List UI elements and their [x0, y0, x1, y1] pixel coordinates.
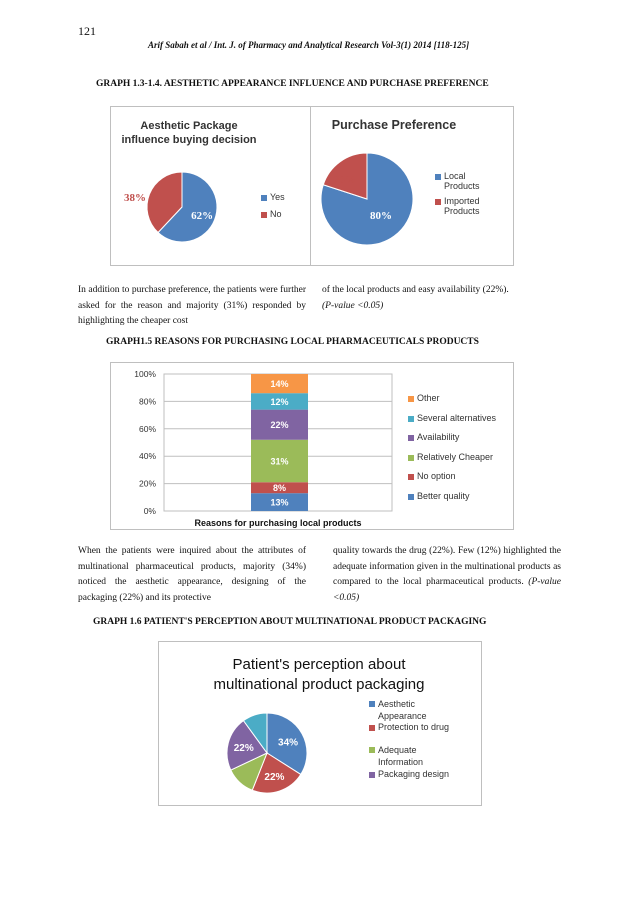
- pie1-title-line2: influence buying decision: [121, 134, 257, 146]
- pie1-legend: [261, 192, 285, 219]
- pie-data-label: 22%: [233, 743, 254, 755]
- pie3-legend-aesthetic: [369, 698, 479, 722]
- bar-xlabel: Reasons for purchasing local products: [194, 518, 362, 528]
- legend-label: [444, 171, 480, 191]
- legend-swatch: [435, 174, 441, 180]
- bar-legend-item: [408, 471, 496, 491]
- legend-label: [444, 196, 480, 216]
- legend-line: Information: [378, 757, 424, 767]
- legend-swatch: [408, 416, 414, 422]
- bar-data-label: 13%: [270, 497, 289, 508]
- legend-label: Relatively Cheaper: [417, 451, 494, 462]
- pie-chart-perception: [158, 641, 482, 806]
- legend-label: Availability: [417, 432, 460, 442]
- legend-label: No: [270, 209, 282, 219]
- y-tick-label: 20%: [138, 478, 156, 489]
- legend-label: [378, 698, 427, 722]
- pie3-title-line1: Patient's perception about: [232, 656, 406, 673]
- bar-y-tick-labels: [134, 369, 156, 516]
- pie-data-label: 20%: [334, 174, 356, 186]
- bar-legend-item: [408, 452, 496, 472]
- legend-swatch: [369, 701, 375, 707]
- pie2-legend: [435, 171, 511, 216]
- graph1-caption: GRAPH 1.3-1.4. AESTHETIC APPEARANCE INFLUENCE AND PURCHASE PREFERENCE: [96, 79, 489, 89]
- pie3-legend-protection: [369, 722, 479, 744]
- legend-label: Packaging design: [378, 769, 450, 779]
- legend-label: Other: [417, 393, 440, 403]
- legend-swatch: [408, 396, 414, 402]
- pie2-legend-imported: [435, 196, 511, 216]
- legend-label: Protection to drug: [378, 722, 450, 732]
- bar-data-label: 8%: [272, 483, 287, 494]
- legend-swatch: [261, 195, 267, 201]
- bar-legend: [408, 393, 496, 510]
- pie-chart-purchase-preference: [310, 106, 514, 266]
- bar-data-label: 22%: [270, 420, 289, 431]
- pie1-slices: [147, 172, 217, 242]
- legend-label: Several alternatives: [417, 412, 497, 423]
- pie2-legend-local: [435, 171, 511, 191]
- page-number: 121: [78, 24, 96, 38]
- y-tick-label: 40%: [138, 451, 156, 462]
- pie-chart-aesthetic: [110, 106, 312, 266]
- legend-label: No option: [417, 471, 456, 481]
- legend-line: Adequate: [378, 745, 417, 755]
- bar-data-label: 12%: [270, 396, 289, 407]
- pie3-title-line2: multinational product packaging: [213, 676, 425, 693]
- pie1-title-line1: Aesthetic Package: [140, 120, 238, 132]
- legend-line: Products: [444, 206, 480, 216]
- bar-data-label: 31%: [270, 456, 289, 467]
- bar-legend-item: [408, 491, 496, 511]
- legend-line: Aesthetic: [378, 699, 416, 709]
- legend-label: [378, 744, 423, 768]
- pie-data-label: 22%: [264, 771, 285, 783]
- text-block2-pvalue: (P-value <0.05): [333, 577, 561, 603]
- legend-line: Products: [444, 181, 480, 191]
- text-block1-left: In addition to purchase preference, the patients were further asked for the reason and majority (31%) responded by highlighting the cheaper cost: [78, 285, 306, 326]
- legend-swatch: [261, 212, 267, 218]
- bar-legend-item: [408, 413, 496, 433]
- text-block1-right-body: of the local products and easy availability (22%).: [322, 285, 509, 295]
- pie1-legend-no: [261, 209, 285, 219]
- bar-legend-item: [408, 393, 496, 413]
- y-tick-label: 60%: [138, 423, 156, 434]
- bar-legend-item: [408, 432, 496, 452]
- pie2-slices: [321, 153, 413, 245]
- text-block1-pvalue: (P-value <0.05): [322, 300, 384, 311]
- pie1-legend-yes: [261, 192, 285, 202]
- running-head: Arif Sabah et al / Int. J. of Pharmacy and Analytical Research Vol-3(1) 2014 [118-125]: [148, 40, 470, 50]
- pie3-legend-design: [369, 769, 479, 779]
- graph3-caption: GRAPH 1.6 PATIENT'S PERCEPTION ABOUT MULTINATIONAL PRODUCT PACKAGING: [93, 617, 487, 627]
- text-block1-right: [322, 283, 560, 314]
- pie2-title: Purchase Preference: [331, 118, 457, 132]
- legend-label: Better quality: [417, 490, 470, 501]
- legend-swatch: [369, 747, 375, 753]
- legend-line: Appearance: [378, 711, 427, 721]
- text-block2-left: When the patients were inquired about the attributes of multinational pharmaceutical products, majority (34%) noticed the aesthetic appearance, designing of the packaging (22%) and its protective: [78, 546, 306, 603]
- pie-data-label: 80%: [370, 210, 392, 222]
- legend-swatch: [408, 474, 414, 480]
- y-tick-label: 80%: [138, 396, 156, 407]
- legend-line: Imported: [444, 196, 480, 206]
- legend-swatch: [369, 772, 375, 778]
- legend-swatch: [408, 455, 414, 461]
- graph2-caption: GRAPH1.5 REASONS FOR PURCHASING LOCAL PHARMACEUTICALS PRODUCTS: [106, 337, 479, 347]
- legend-swatch: [435, 199, 441, 205]
- legend-swatch: [408, 435, 414, 441]
- legend-swatch: [408, 494, 414, 500]
- pie-chart-aesthetic-svg: [111, 107, 311, 265]
- stacked-bar-chart-reasons: [110, 362, 514, 530]
- y-tick-label: 0%: [143, 506, 156, 516]
- pie-data-label: 38%: [124, 192, 146, 204]
- legend-line: Local: [444, 171, 466, 181]
- pie-data-label: 34%: [278, 737, 299, 749]
- bar-data-label: 14%: [270, 379, 289, 390]
- legend-label: Yes: [270, 192, 285, 202]
- text-block2-right-body: quality towards the drug (22%). Few (12%) highlighted the adequate information given in the multinational products as compared to the local pharmaceutical products.: [333, 546, 561, 587]
- pie3-legend: [369, 698, 479, 779]
- legend-swatch: [369, 725, 375, 731]
- y-tick-label: 100%: [134, 369, 156, 379]
- text-block2-right: [333, 544, 561, 606]
- pie3-legend-information: [369, 744, 479, 769]
- pie-data-label: 62%: [191, 209, 214, 222]
